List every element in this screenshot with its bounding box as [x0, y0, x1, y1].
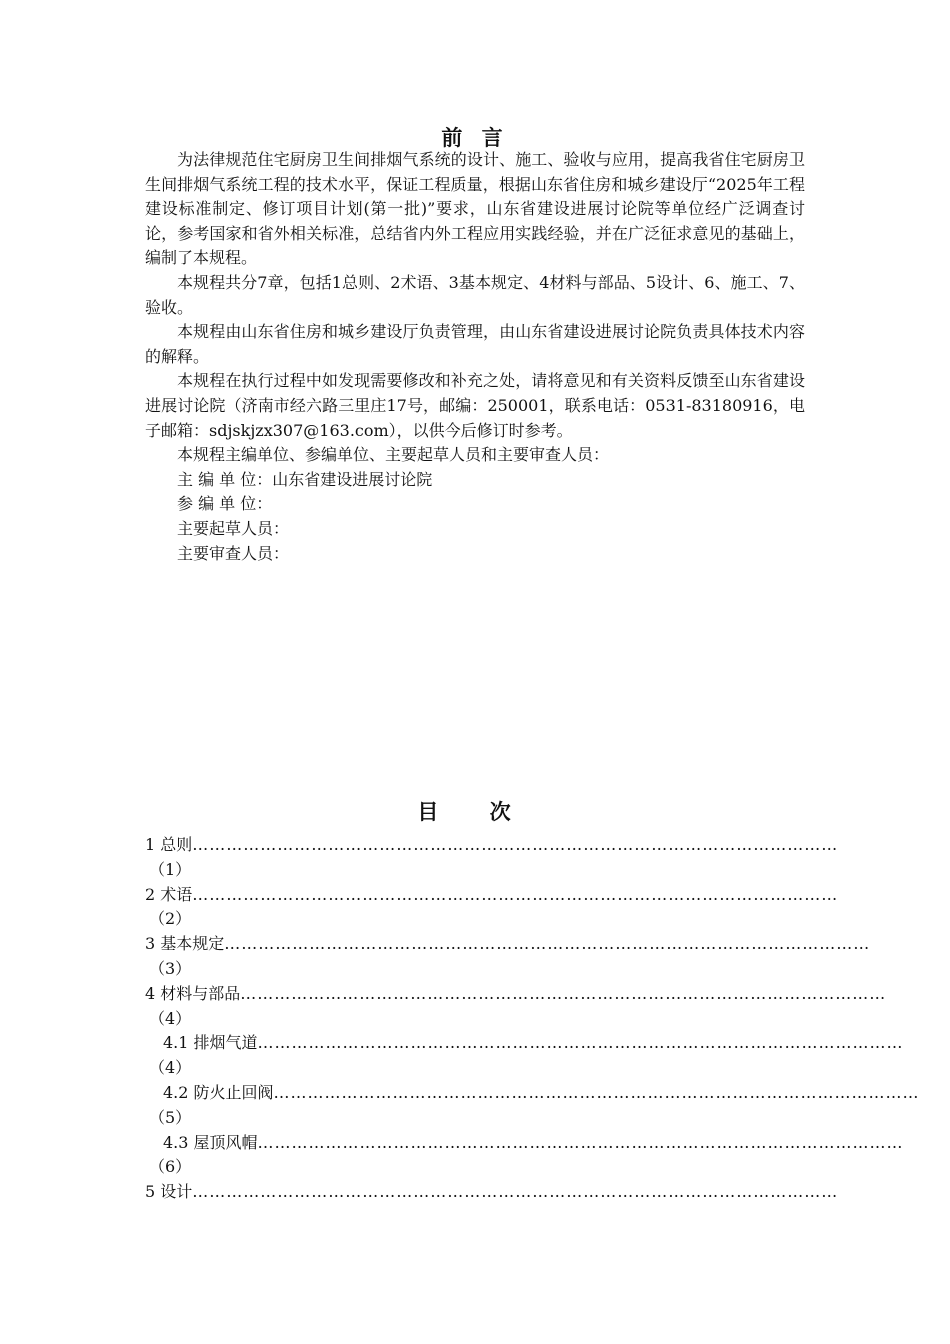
toc-entry-label: 2 术语 — [145, 884, 193, 904]
toc-leader: …………………………………………………………………………………………………… — [257, 1033, 904, 1053]
preface-title: 前 言 — [441, 125, 509, 150]
preface-body — [145, 148, 805, 566]
toc-entry-label: 1 总则 — [145, 835, 193, 854]
toc-entry-fire-check-valve[interactable] — [145, 1081, 920, 1131]
toc-entry-basic-requirements[interactable] — [145, 932, 871, 982]
table-of-contents — [145, 833, 920, 1205]
toc-entry-label: 4.2 防火止回阀 — [163, 1082, 274, 1102]
toc-entry-page: （4） — [149, 1008, 192, 1028]
preface-paragraph-units-intro: 本规程主编单位、参编单位、主要起草人员和主要审查人员： — [177, 445, 610, 465]
chief-editor-unit: 主 编 单 位：山东省建设进展讨论院 — [177, 469, 433, 489]
toc-title: 目 次 — [417, 799, 533, 824]
participating-units: 参 编 单 位： — [177, 494, 273, 514]
toc-entry-label: 4.1 排烟气道 — [163, 1033, 258, 1053]
toc-leader: …………………………………………………………………………………………………… — [192, 835, 839, 854]
main-reviewers: 主要审查人员： — [177, 543, 290, 563]
toc-entry-page: （4） — [149, 1058, 192, 1078]
toc-entry-design[interactable] — [145, 1180, 839, 1205]
toc-leader: …………………………………………………………………………………………………… — [224, 934, 871, 954]
toc-leader: …………………………………………………………………………………………………… — [192, 884, 839, 904]
toc-entry-exhaust-duct[interactable] — [145, 1031, 904, 1081]
toc-entry-page: （2） — [149, 909, 192, 929]
toc-entry-page: （3） — [149, 958, 192, 978]
preface-paragraph-chapters: 本规程共分7章，包括1总则、2术语、3基本规定、4材料与部品、5设计、6、施工、7、验收。 — [145, 272, 805, 317]
toc-entry-materials[interactable] — [145, 982, 887, 1032]
toc-leader: …………………………………………………………………………………………………… — [240, 983, 887, 1003]
preface-paragraph-purpose: 为法律规范住宅厨房卫生间排烟气系统的设计、施工、验收与应用，提高我省住宅厨房卫生间排烟气系统工程的技术水平，保证工程质量，根据山东省住房和城乡建设厅“2025年工程建设标准制定、修订项目计划(第一批)”要求，山东省建设进展讨论院等单位经广泛调查讨论，参考国家和省外相关标准，总结省内外工程应用实践经验，并在广泛征求意见的基础上，编制了本规程。 — [145, 150, 805, 268]
toc-leader: …………………………………………………………………………………………………… — [257, 1132, 904, 1152]
toc-leader: …………………………………………………………………………………………………… — [192, 1182, 839, 1202]
toc-entry-terms[interactable] — [145, 883, 839, 933]
preface-paragraph-management: 本规程由山东省住房和城乡建设厅负责管理，由山东省建设进展讨论院负责具体技术内容的解释。 — [145, 322, 805, 366]
preface-paragraph-feedback: 本规程在执行过程中如发现需要修改和补充之处，请将意见和有关资料反馈至山东省建设进展讨论院（济南市经六路三里庄17号，邮编：250001，联系电话：0531-83180916，电子邮箱：sdjskjzx307@163.com），以供今后修订时参考。 — [145, 371, 805, 440]
toc-entry-roof-cowl[interactable] — [145, 1131, 904, 1181]
toc-entry-label: 4.3 屋顶风帽 — [163, 1132, 258, 1152]
toc-entry-page: （5） — [149, 1107, 192, 1127]
toc-entry-page: （1） — [149, 859, 192, 879]
toc-entry-label: 3 基本规定 — [145, 934, 225, 954]
toc-entry-label: 5 设计 — [145, 1182, 193, 1202]
toc-leader: …………………………………………………………………………………………………… — [273, 1082, 920, 1102]
toc-entry-page: （6） — [149, 1157, 192, 1177]
toc-entry-general[interactable] — [145, 833, 839, 883]
main-drafters: 主要起草人员： — [177, 518, 290, 538]
toc-entry-label: 4 材料与部品 — [145, 983, 241, 1003]
